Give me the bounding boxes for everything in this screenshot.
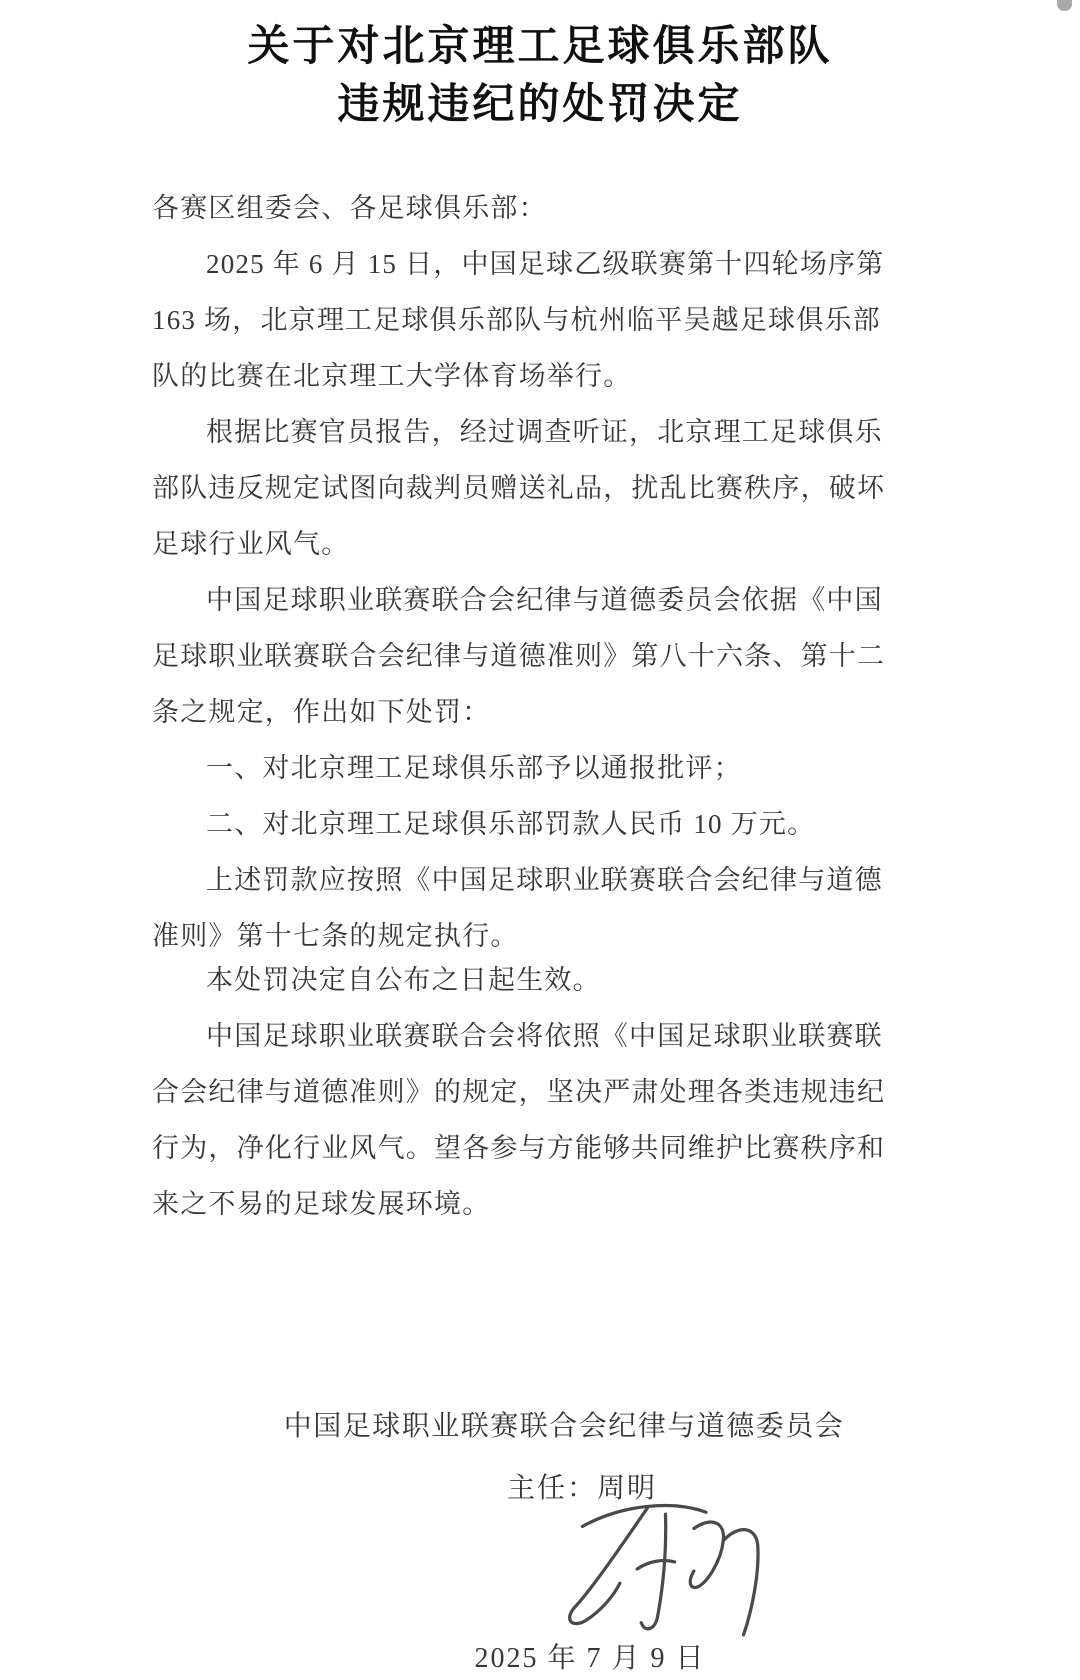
body-line: 163 场，北京理工足球俱乐部队与杭州临平吴越足球俱乐部: [152, 305, 881, 335]
closing-block: [0, 1410, 1080, 1506]
body-line: 一、对北京理工足球俱乐部予以通报批评；: [206, 753, 742, 783]
body-line: 部队违反规定试图向裁判员赠送礼品，扰乱比赛秩序，破坏: [152, 473, 886, 503]
body-line: 行为，净化行业风气。望各参与方能够共同维护比赛秩序和: [152, 1133, 886, 1163]
body-line: 中国足球职业联赛联合会纪律与道德委员会依据《中国: [206, 585, 883, 615]
body-line: 准则》第十七条的规定执行。: [152, 921, 519, 951]
document-title-line1: 关于对北京理工足球俱乐部队: [247, 24, 833, 70]
body-lines: [152, 236, 886, 1232]
body-line: 队的比赛在北京理工大学体育场举行。: [152, 361, 632, 391]
salutation: 各赛区组委会、各足球俱乐部：: [152, 193, 547, 223]
scrollbar-thumb[interactable]: [1057, 0, 1072, 11]
signing-organization: 中国足球职业联赛联合会纪律与道德委员会: [283, 1411, 845, 1442]
body-line: 合会纪律与道德准则》的规定，坚决严肃处理各类违规违纪: [152, 1077, 886, 1107]
document-title: [0, 18, 1080, 134]
body-line: 本处罚决定自公布之日起生效。: [206, 965, 601, 995]
document-body: [152, 180, 886, 1232]
body-line: 根据比赛官员报告，经过调查听证，北京理工足球俱乐: [206, 417, 883, 447]
body-line: 中国足球职业联赛联合会将依照《中国足球职业联赛联: [206, 1021, 883, 1051]
signature-image: [552, 1498, 780, 1640]
body-line: 上述罚款应按照《中国足球职业联赛联合会纪律与道德: [206, 865, 883, 895]
signer-name: 主任：周明: [506, 1473, 657, 1504]
issue-date: 2025 年 7 月 9 日: [474, 1643, 706, 1674]
body-line: 足球行业风气。: [152, 529, 350, 559]
body-line: 二、对北京理工足球俱乐部罚款人民币 10 万元。: [206, 809, 816, 839]
handwritten-signature-icon: [552, 1498, 780, 1640]
body-line: 来之不易的足球发展环境。: [152, 1189, 491, 1219]
body-line: 足球职业联赛联合会纪律与道德准则》第八十六条、第十二: [152, 641, 886, 671]
body-line: 条之规定，作出如下处罚：: [152, 697, 491, 727]
document-title-line2: 违规违纪的处罚决定: [337, 82, 743, 128]
body-line: 2025 年 6 月 15 日，中国足球乙级联赛第十四轮场序第: [206, 249, 885, 279]
